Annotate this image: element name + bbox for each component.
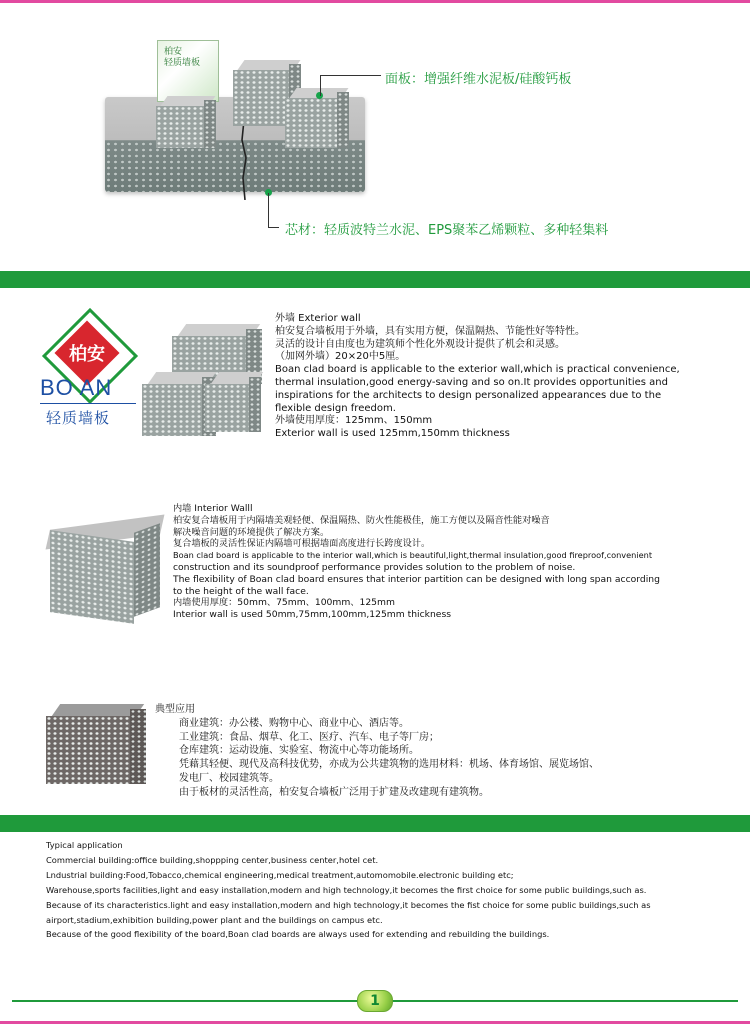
- application-line-cn: 发电厂、校园建筑等。: [179, 772, 279, 784]
- callout-line-panel: [320, 75, 381, 96]
- application-cn-text: [155, 703, 599, 800]
- exterior-line: （加网外墙）20×20中5厘。: [275, 351, 406, 363]
- application-heading-cn: 典型应用: [155, 704, 195, 715]
- interior-thickness-cn: 内墙使用厚度：50mm、75mm、100mm、125mm: [173, 597, 395, 609]
- top-border: [0, 0, 750, 3]
- interior-line: construction and its soundproof performance provides solution to the problem of noise.: [173, 561, 576, 573]
- exterior-wall-text: [275, 313, 680, 441]
- page-number: 1: [357, 990, 393, 1012]
- exterior-line: flexible design freedom.: [275, 402, 396, 414]
- logo-en-text: BO AN: [40, 375, 113, 400]
- exterior-line: 灵活的设计自由度也为建筑师个性化外观设计提供了机会和灵感。: [275, 338, 565, 350]
- application-line-cn: 仓库建筑：运动设施、实验室、物流中心等功能场所。: [179, 745, 419, 757]
- interior-thickness-en: Interior wall is used 50mm,75mm,100mm,125mm thickness: [173, 609, 452, 621]
- callout-core: 芯材：轻质波特兰水泥、EPS聚苯乙烯颗粒、多种轻集料: [285, 223, 609, 238]
- green-band-top: [0, 271, 750, 288]
- application-line-cn: 由于板材的灵活性高，柏安复合墙板广泛用于扩建及改建现有建筑物。: [179, 786, 489, 798]
- application-line-cn: 工业建筑：食品、烟草、化工、医疗、汽车、电子等厂房；: [179, 731, 439, 743]
- interior-line: 柏安复合墙板用于内隔墙美观轻便、保温隔热、防火性能极佳，施工方便以及隔音性能对噪音: [173, 514, 550, 526]
- application-line-en: Warehouse,sports facilities,light and easy installation,modern and high technology,it becomes the first choice for some public buildings,such as.: [46, 884, 647, 895]
- application-heading-en: Typical application: [46, 840, 123, 850]
- application-line-en: Because of its characteristics.light and easy installation,modern and high technology,it becomes the fist choice for some public buildings,such as: [46, 899, 651, 910]
- application-line-en: Because of the good flexibility of the board,Boan clad boards are always used for extending and rebuilding the buildings.: [46, 929, 550, 940]
- exterior-line: 柏安复合墙板用于外墙，具有实用方便，保温隔热、节能性好等特性。: [275, 325, 585, 337]
- interior-line: The flexibility of Boan clad board ensures that interior partition can be designed with long span according: [173, 573, 660, 585]
- callout-line-core: [268, 193, 279, 228]
- package-label: 柏安 轻质墙板: [164, 47, 201, 68]
- application-line-en: airport,stadium,exhibition building,power plant and the buildings on campus etc.: [46, 914, 383, 925]
- callout-panel: 面板：增强纤维水泥板/硅酸钙板: [385, 72, 572, 87]
- application-line-en: Commercial building:office building,shoppping center,business center,hotel cet.: [46, 854, 379, 865]
- exterior-line: thermal insulation,good energy-saving and so on.It provides opportunities and: [275, 376, 668, 388]
- exterior-line: inspirations for the architects to design personalized appearances due to the: [275, 389, 662, 401]
- package-box: [157, 40, 219, 102]
- logo-cn-text: 柏安: [69, 344, 105, 365]
- logo-divider: [40, 403, 136, 404]
- exterior-heading: 外墙 Exterior wall: [275, 313, 361, 324]
- application-en-text: [46, 838, 651, 942]
- logo-subtitle: 轻质墙板: [46, 409, 111, 427]
- interior-line: to the height of the wall face.: [173, 585, 309, 597]
- crack-line: [240, 120, 248, 200]
- interior-line: Boan clad board is applicable to the interior wall,which is beautiful,light,thermal insulation,good fireproof,convenient: [173, 550, 653, 561]
- exterior-thickness-cn: 外墙使用厚度：125mm、150mm: [275, 415, 433, 427]
- application-line-en: Lndustrial building:Food,Tobacco,chemical engineering,medical treatment,automomobile.electronic building etc;: [46, 869, 514, 880]
- exterior-thickness-en: Exterior wall is used 125mm,150mm thickness: [275, 428, 510, 440]
- green-band-bottom: [0, 815, 750, 832]
- exterior-line: Boan clad board is applicable to the exterior wall,which is practical convenience,: [275, 364, 680, 376]
- interior-line: 复合墙板的灵活性保证内隔墙可根据墙面高度进行长跨度设计。: [173, 538, 431, 550]
- application-line-cn: 凭藉其轻便、现代及高科技优势，亦成为公共建筑物的选用材料：机场、体育场馆、展览场馆、: [179, 759, 599, 771]
- interior-line: 解决噪音问题的环境提供了解决方案。: [173, 526, 330, 538]
- interior-heading: 内墙 Interior Walll: [173, 503, 253, 514]
- interior-wall-text: [173, 503, 660, 621]
- application-line-cn: 商业建筑：办公楼、购物中心、商业中心、酒店等。: [179, 717, 409, 729]
